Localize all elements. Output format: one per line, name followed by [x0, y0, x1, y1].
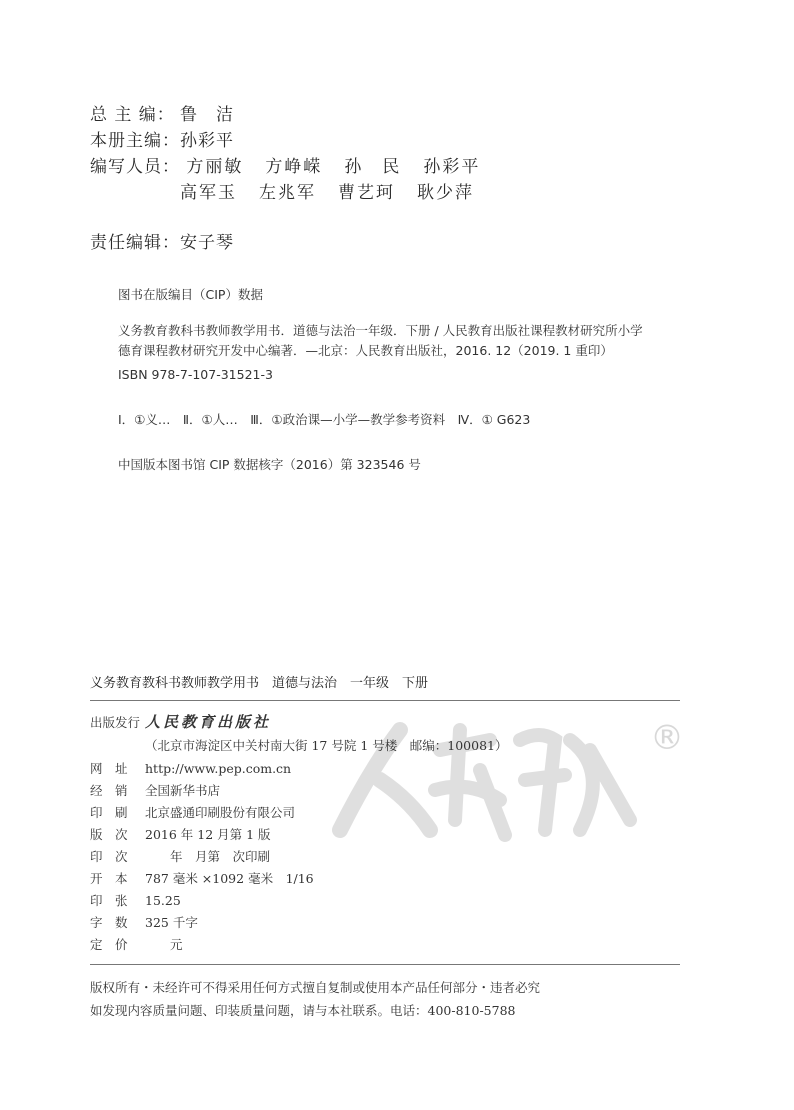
- writer-name: 曹艺珂: [338, 183, 395, 203]
- info-label: 开 本: [90, 871, 128, 886]
- divider: [90, 700, 680, 701]
- watermark-calligraphy-icon: [330, 710, 660, 850]
- info-label: 版 次: [90, 827, 128, 842]
- volume-editor-label: 本册主编：: [90, 131, 180, 151]
- cip-title: 图书在版编目（CIP）数据: [118, 287, 263, 302]
- cip-description: 义务教育教科书教师教学用书．道德与法治一年级．下册 / 人民教育出版社课程教材研究所小学德育课程教材研究开发中心编著．—北京：人民教育出版社，2016. 12（2019. 1 重印）: [118, 323, 643, 358]
- writer-name: 耿少萍: [417, 183, 474, 203]
- responsible-editor-name: 安子琴: [180, 233, 234, 253]
- info-row-distributor: [90, 780, 220, 801]
- chief-editor-line: [90, 100, 234, 125]
- responsible-editor-label: 责任编辑：: [90, 233, 180, 253]
- info-row-price: [90, 934, 183, 955]
- info-label: 印 刷: [90, 805, 128, 820]
- info-label: 网 址: [90, 761, 128, 776]
- chief-editor-name: 鲁 洁: [180, 105, 234, 125]
- writers-line-1: [90, 152, 502, 177]
- quality-contact: 如发现内容质量问题、印装质量问题，请与本社联系。电话：400-810-5788: [90, 1003, 516, 1018]
- info-row-edition: [90, 824, 271, 845]
- info-label: 印 次: [90, 849, 128, 864]
- series-title: 义务教育教科书教师教学用书 道德与法治 一年级 下册: [90, 676, 429, 691]
- copyright-notice: 版权所有・未经许可不得采用任何方式擅自复制或使用本产品任何部分・违者必究: [90, 980, 541, 995]
- writer-name: 孙彩平: [423, 157, 481, 177]
- info-value: 年 月第 次印刷: [145, 849, 271, 864]
- info-row-website: [90, 758, 291, 779]
- info-label: 定 价: [90, 937, 128, 952]
- writer-name: 左兆军: [259, 183, 316, 203]
- info-value: 325 千字: [145, 915, 198, 930]
- volume-editor-line: [90, 126, 234, 151]
- publisher-label: 出版发行: [90, 715, 141, 730]
- watermark-logo: [330, 710, 660, 854]
- info-label: 经 销: [90, 783, 128, 798]
- writer-name: 孙 民: [344, 157, 402, 177]
- chief-editor-label: 总 主 编：: [90, 105, 175, 125]
- info-value: 15.25: [145, 893, 181, 908]
- cip-isbn: ISBN 978-7-107-31521-3: [118, 367, 273, 382]
- info-label: 字 数: [90, 915, 128, 930]
- info-value: 787 毫米 ×1092 毫米 1/16: [145, 871, 314, 886]
- info-row-printer: [90, 802, 295, 823]
- registered-mark: ®: [650, 718, 684, 758]
- info-row-format: [90, 868, 314, 889]
- cip-record-number: 中国版本图书馆 CIP 数据核字（2016）第 323546 号: [118, 457, 421, 472]
- info-value: 元: [145, 937, 183, 952]
- info-value: 2016 年 12 月第 1 版: [145, 827, 271, 842]
- info-value: http://www.pep.com.cn: [145, 761, 292, 776]
- publisher-address: （北京市海淀区中关村南大街 17 号院 1 号楼 邮编：100081）: [145, 738, 508, 753]
- divider: [90, 964, 680, 965]
- info-label: 印 张: [90, 893, 128, 908]
- responsible-editor-line: [90, 228, 234, 253]
- writers-label: 编写人员：: [90, 157, 180, 177]
- publisher-logo-text: 人民教育出版社: [145, 713, 272, 731]
- writer-name: 方峥嵘: [265, 157, 323, 177]
- writer-name: 方丽敏: [186, 157, 244, 177]
- info-value: 全国新华书店: [145, 783, 221, 798]
- info-row-sheets: [90, 890, 181, 911]
- info-value: 北京盛通印刷股份有限公司: [145, 805, 296, 820]
- cip-classification: Ⅰ．①义… Ⅱ．①人… Ⅲ．①政治课—小学—教学参考资料 Ⅳ．① G623: [118, 412, 531, 427]
- info-row-printing: [90, 846, 270, 867]
- publisher-row: [90, 712, 271, 733]
- writers-line-2: [180, 178, 496, 203]
- volume-editor-name: 孙彩平: [180, 131, 234, 151]
- info-row-wordcount: [90, 912, 198, 933]
- writer-name: 高军玉: [180, 183, 237, 203]
